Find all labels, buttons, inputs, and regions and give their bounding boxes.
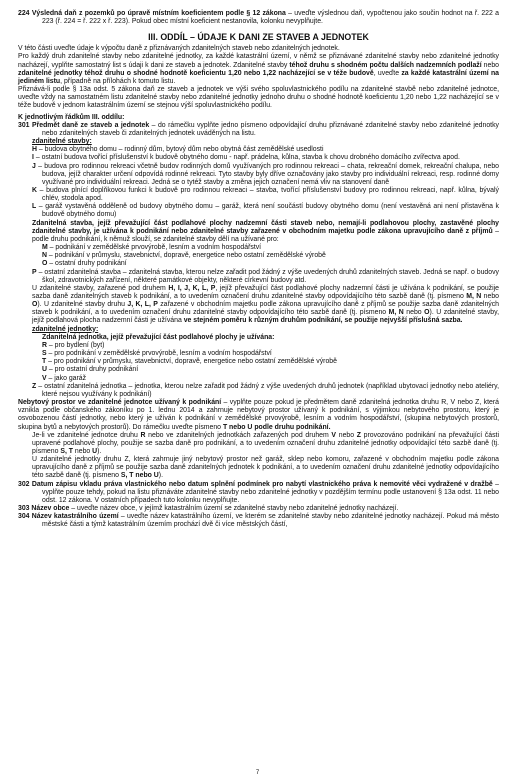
combo-paragraph <box>18 285 499 326</box>
list-item-text: – pro podnikání v průmyslu, stavebnictví, dopravě, energetice nebo ostatní zemědělské výrobě <box>46 358 337 366</box>
nebytovy-m: ). <box>97 447 102 455</box>
nebytovy-l: U <box>92 447 98 455</box>
intro-p2-g: , případně na přílohách k tomuto listu. <box>60 77 176 85</box>
podnikani-list <box>18 244 499 268</box>
item-z-letter: Z <box>32 382 37 390</box>
list-item <box>18 366 499 374</box>
intro-p2-c: nebo <box>481 61 500 69</box>
podnikani-intro-bold: Zdanitelná stavba, jejíž převažující část podlahové plochy nadzemní části staveb nebo, nemají-li podlahovou plochy, zastavěné plochy zdanitelné stavby, je užívána k podnikání nebo zdanitelné stavby zařazené v obchodním majetku podle zákona upravujícího daně z příjmů <box>32 219 499 235</box>
nebytovy-title: Nebytový prostor ve zdanitelné jednotce užívaný k podnikání <box>18 399 222 407</box>
combo-f: O <box>32 301 38 309</box>
list-item <box>18 252 499 260</box>
rows-heading: K jednotlivým řádkům III. oddílu: <box>18 113 125 121</box>
row-303-number: 303 <box>18 505 30 513</box>
nebytovy-paragraph-3 <box>18 456 499 480</box>
nebytovy-c: Je-li ve zdanitelné jednotce druhu <box>32 431 141 439</box>
combo-i: zařazené v obchodním majetku podle zákona upravujícího daně z příjmů se použije sazba daně zdanitelných staveb k podnikání, a to uvedením označení druhu zdanitelné stavby odpovídajícího této sazbě daně (tj. písmeno <box>32 301 500 317</box>
nebytovy-o: S, T nebo U <box>120 472 159 480</box>
combo-h: J, K, L, P <box>127 301 158 309</box>
item-z-text: – ostatní zdanitelná jednotka – jednotka, kterou nelze zařadit pod žádný z výše uvedených druhů jednotek (například ubytovací jednotky nebo ateliéry, které nejsou využívány k podnikání) <box>36 382 499 398</box>
list-item-text: – podnikání v průmyslu, stavebnictví, dopravě, energetice nebo ostatní zemědělské výrobě <box>46 252 326 260</box>
list-item-text: – jako garáž <box>46 374 87 382</box>
item-p-letter: P <box>32 268 37 276</box>
item-z <box>18 383 499 399</box>
row-304-text: – uveďte název katastrálního území, ve kterém se zdanitelné stavby nebo zdanitelné jednotky nacházejí. Pokud má město městské části a týmž katastrálním územím prochází dvě či více městských částí, <box>42 513 499 529</box>
combo-m: ). U zdanitelné stavby, jejíž podlahová plocha nadzemní části je užívána <box>32 309 499 325</box>
combo-d: M, N <box>466 293 482 300</box>
nebytovy-f: V <box>331 431 337 439</box>
row-224 <box>18 10 499 26</box>
list-item-text: – budova plnící doplňkovou funkci k budově pro rodinnou rekreaci – stavba, tvořící příslušenství budovy pro rodinnou rekreaci, např. kůlna, bývalý chlév, stodola apod. <box>36 186 499 203</box>
list-item-text: – budova obytného domu – rodinný dům, bytový dům nebo obytná část zemědělské usedlosti <box>36 146 324 154</box>
nebytovy-d: R <box>140 431 146 439</box>
podnikani-intro <box>18 220 499 244</box>
row-301 <box>18 122 499 138</box>
list-item-letter: S <box>42 350 47 358</box>
list-item <box>18 358 499 366</box>
nebytovy-j: S, T <box>60 447 73 455</box>
list-item <box>18 203 499 219</box>
section-heading: III. ODDÍL – ÚDAJE K DANI ZE STAVEB A JEDNOTEK <box>148 32 369 43</box>
row-224-title: Výsledná daň z pozemků po úpravě místním koeficientem podle § 12 zákona <box>31 10 286 17</box>
list-item-letter: N <box>42 252 47 260</box>
combo-b: H, I, J, K, L, P <box>168 284 216 292</box>
list-item-letter: J <box>32 162 36 170</box>
nebytovy-paragraph <box>18 399 499 432</box>
intro-p2-f: za každé katastrální území na jediném listu <box>18 69 499 85</box>
stavby-list <box>18 146 499 219</box>
list-item-text: – garáž vystavěná odděleně od budovy obytného domu – garáž, která není součástí budovy obytného domu (není vestavěná ani není přistavěna k budově obytného domu) <box>36 203 499 219</box>
nebytovy-k: nebo <box>72 447 93 455</box>
row-304-number: 304 <box>18 513 30 521</box>
intro-p2-a: Pro každý druh zdanitelné stavby nebo zdanitelné jednotky, za každé katastrální území, v němž se přiznávané zdanitelné stavby nebo zdanitelné jednotky nacházejí, vyplňte samostatný list s údaji k dani ze staveb a jednotek. Zdanitelné stavby <box>18 53 499 69</box>
list-item-text: – ostatní budova tvořící příslušenství k budově obytného domu - např. prádelna, kůlna, stavba k chovu drobného domácího zvířectva apod. <box>33 154 460 162</box>
jednotky-heading: zdanitelné jednotky: <box>32 325 99 333</box>
combo-k: nebo <box>403 309 425 317</box>
combo-n: ve stejném poměru k různým druhům podnikání, se použije nejvyšší příslušná sazba. <box>183 317 463 325</box>
item-p-text: – ostatní zdanitelná stavba – zdanitelná stavba, kterou nelze zařadit pod žádný z výše uvedených druhů zdanitelných staveb. Jedná se např. o budovy škol, zdravotnických zařízení, některé památkové objekty, některé církevní budovy atd. <box>36 268 499 284</box>
nebytovy-h: Z <box>356 431 361 439</box>
list-item-letter: U <box>42 366 47 374</box>
podnikani-intro-text: – podle druhu podnikání, k němuž slouží, se zdanitelné stavby dělí na užívané pro: <box>32 227 500 243</box>
nebytovy-n: U zdanitelné jednotky druhu Z, která zahrnuje jiný nebytový prostor než garáž, sklep nebo komoru, zařazené v obchodním majetku podle zákona upravujícího daně z příjmů se použije sazba daně zdanitelných jednotek k podnikání, a to uvedením označení druhu zdanitelné jednotky odpovídajícího této sazbě daně (tj. písmeno <box>32 456 499 480</box>
nebytovy-b: T nebo U podle druhu podnikání. <box>222 423 331 431</box>
list-item-letter: R <box>42 341 47 349</box>
row-303 <box>18 505 499 513</box>
page-number: 7 <box>255 770 260 776</box>
list-item-letter: O <box>42 260 48 268</box>
list-item-letter: M <box>42 244 48 252</box>
jednotky-subheading: Zdanitelná jednotka, jejíž převažující část podlahové plochy je užívána: <box>42 333 275 341</box>
list-item <box>18 244 499 252</box>
jednotky-list <box>18 342 499 383</box>
combo-e: nebo <box>481 293 500 300</box>
combo-l: O <box>424 309 430 317</box>
intro-p2-e: , uveďte <box>373 69 402 77</box>
nebytovy-i: provozováno podnikání na převažující části upravené podlahové plochy, použije se sazba daně pro podnikání, a to uvedením označení druhu zdanitelné jednotky odpovídající této sazbě daně (tj. písmeno <box>32 431 499 455</box>
row-302-number: 302 <box>18 480 30 488</box>
list-item-text: – ostatní druhy podnikání <box>47 260 127 268</box>
list-item <box>18 375 499 383</box>
intro-p2-d: zdanitelné jednotky téhož druhu o shodné hodnotě koeficientu 1,20 nebo 1,22 nacházející se v téže budově <box>18 69 374 77</box>
list-item <box>18 154 499 162</box>
row-224-number: 224 <box>18 10 30 17</box>
row-301-text: – do rámečku vyplňte jedno písmeno odpovídající druhu přiznávané zdanitelné stavby nebo zdanitelné jednotky nebo zdanitelných staveb či zdanitelných jednotek uváděných na listu. <box>42 121 499 137</box>
list-item <box>18 260 499 268</box>
list-item-text: – pro bydlení (byt) <box>46 341 105 349</box>
row-302-title: Datum zápisu vkladu práva vlastnického nebo datum splnění podmínek pro nabytí vlastnického práva k nemovité věci vydražené v dražbě <box>31 480 493 488</box>
combo-g: ). U zdanitelné stavby druhu <box>37 301 128 309</box>
nebytovy-g: nebo <box>336 431 357 439</box>
intro-p2 <box>18 53 499 86</box>
row-302 <box>18 481 499 505</box>
nebytovy-paragraph-2 <box>18 432 499 456</box>
stavby-heading: zdanitelné stavby: <box>32 138 92 146</box>
combo-c: , jejíž převažující část podlahové plochy nadzemní části je užívána k podnikání, se použije sazba daně zdanitelných staveb k podnikání, a to uvedením označení druhu zdanitelné stavby odpovídajícího této sazbě daně (tj. písmeno <box>32 284 499 300</box>
intro-p2-b: téhož druhu s shodném počtu dalších nadzemních podlaží <box>289 61 482 69</box>
document-page <box>18 10 499 762</box>
intro-p3: Přiznává-li podle § 13a odst. 5 zákona daň ze staveb a jednotek ve výši svého spoluvlastnického podílu na zdanitelné stavbě nebo zdanitelné jednotce, uveďte vždy na samostatném listu zdanitelné stavby nebo zdanitelné jednotky jednoho druhu o shodné hodnotě koeficientu 1,20 nebo 1,22 nacházející se v téže budově v jednom katastrálním území se stejnou výší spoluvlastnického podílu. <box>18 86 499 110</box>
list-item <box>18 342 499 350</box>
row-224-text: – uveďte výslednou daň, vypočtenou jako součin hodnot na ř. 222 a 223 (ř. 224 = ř. 222 x ř. 223). Pokud obec místní koeficient nestanovila, kolonku nevyplňujte. <box>42 10 499 26</box>
list-item-letter: V <box>42 374 47 382</box>
nebytovy-a: – vyplňte pouze pokud je předmětem daně zdanitelná jednotka druhu R, V nebo Z, která vznikla podle občanského zákoníku po 1. lednu 2014 a zahrnuje nebytový prostor užívaný k podnikání, s výjimkou nebytového prostoru, který je osvobozenou částí jednotky, nebo který je užíván k podnikání v zemědělské prvovýrobě, lesním a vodním hospodářství, (skupina nebytových prostorů, skupina bytů a nebytových prostorů). Do rámečku uveďte písmeno <box>18 399 499 431</box>
row-304 <box>18 513 499 529</box>
row-301-number: 301 <box>18 121 30 129</box>
list-item <box>18 163 499 187</box>
list-item-text: – pro ostatní druhy podnikání <box>46 366 139 374</box>
list-item-text: – budova pro rodinnou rekreaci včetně budov rodinných domů využívaných pro rodinnou rekreaci – chata, rekreační domek, rekreační chalupa, nebo budova, jejíž charakter určení odpovídá rodinné rekreaci. Tyto stavby byly dříve označovány jako stavby pro individuální rekreaci, resp. rodinné domy využívané pro individuální rekreaci. Jedná se o tytéž stavby a změna jejich označení nemá vliv na stanovení daně <box>35 162 499 186</box>
list-item-letter: I <box>32 154 34 162</box>
item-p <box>18 269 499 285</box>
list-item-letter: H <box>32 146 37 154</box>
list-item-letter: T <box>42 358 47 366</box>
combo-j: M, N <box>388 309 404 317</box>
nebytovy-p: ). <box>158 472 163 480</box>
list-item-letter: K <box>32 186 37 194</box>
intro-p1: V této části uveďte údaje k výpočtu daně z přiznávaných zdanitelných staveb nebo zdanitelných jednotek. <box>18 45 340 53</box>
list-item-text: – podnikání v zemědělské prvovýrobě, lesním a vodním hospodářství <box>47 244 262 252</box>
nebytovy-e: nebo ve zdanitelných jednotkách zařazených pod druhem <box>145 431 332 439</box>
combo-a: U zdanitelné stavby, zařazené pod druhem <box>32 284 169 292</box>
row-303-text: – uveďte název obce, v jejímž katastrálním území se zdanitelné stavby nebo zdanitelné jednotky nacházejí. <box>69 505 399 513</box>
list-item-text: – pro podnikání v zemědělské prvovýrobě, lesním a vodním hospodářství <box>46 350 272 358</box>
list-item-letter: L <box>32 203 37 211</box>
row-303-title: Název obce <box>31 505 70 513</box>
row-301-title: Předmět daně ze staveb a jednotek <box>31 121 150 129</box>
row-304-title: Název katastrálního území <box>31 513 119 521</box>
list-item <box>18 187 499 203</box>
row-302-text: – vyplňte pouze tehdy, pokud na listu přiznáváte zdanitelné stavby nebo zdanitelné jednotky v pozdějším termínu podle ustanovení § 13a odst. 11 nebo odst. 12 zákona. V ostatních případech tuto kolonku nevyplňujte. <box>42 480 499 504</box>
